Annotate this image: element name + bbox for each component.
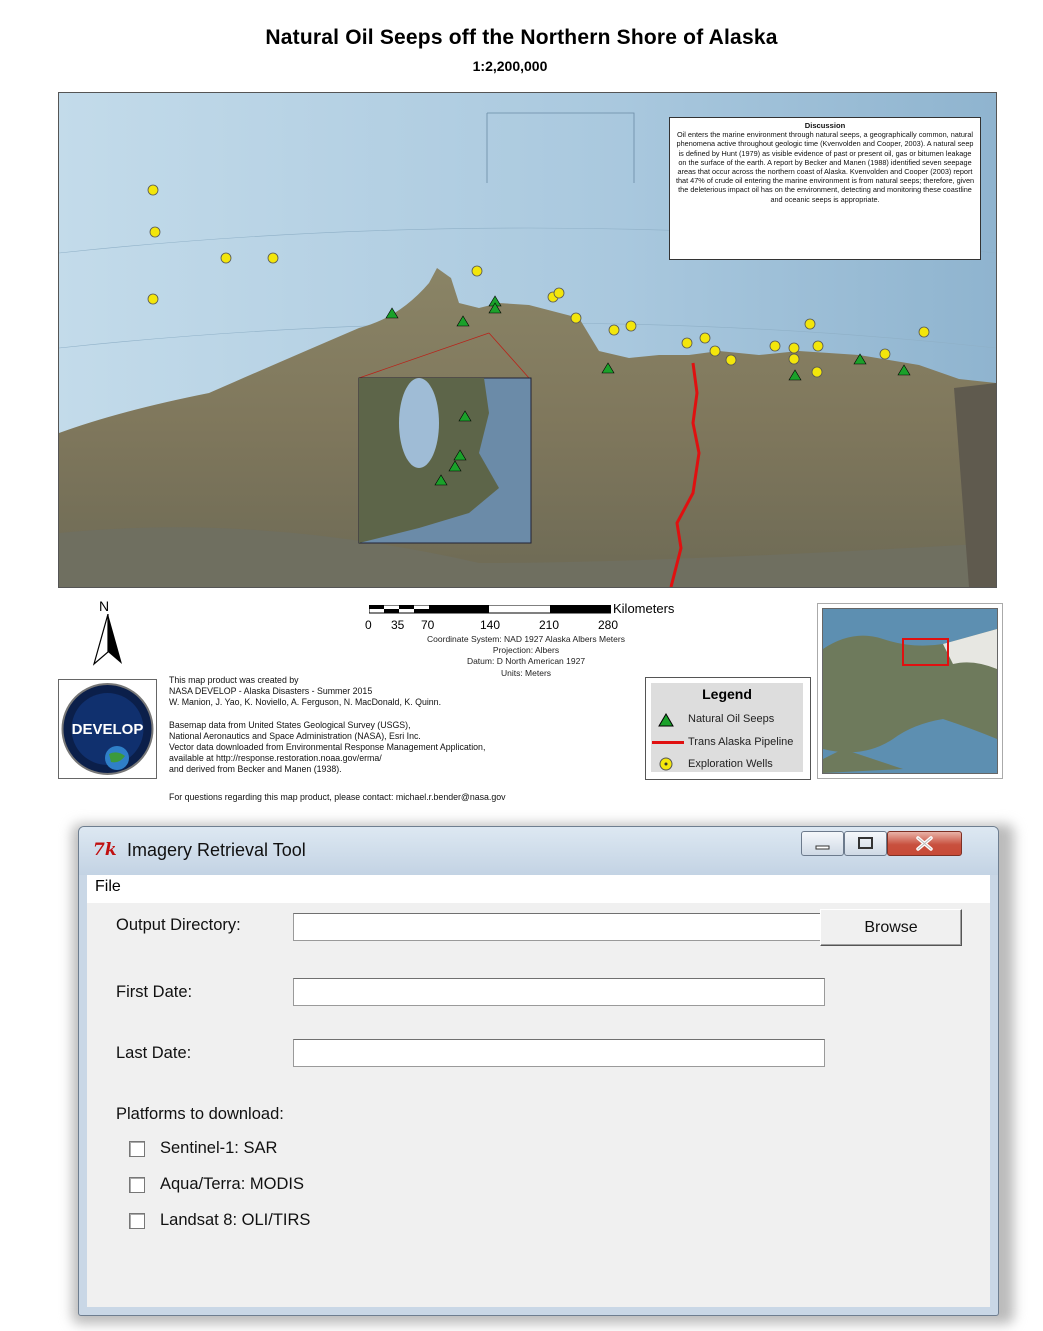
red-line-icon xyxy=(652,741,684,745)
platforms-label: Platforms to download: xyxy=(116,1105,284,1123)
legend-title: Legend xyxy=(702,686,752,702)
browse-button[interactable]: Browse xyxy=(820,909,962,946)
tk-feather-icon: 7k xyxy=(93,840,117,860)
scale-bar xyxy=(369,605,611,615)
credit-line: This map product was created by xyxy=(169,675,299,685)
credit-line xyxy=(169,709,639,720)
yellow-circle-icon xyxy=(658,756,674,772)
credit-line: Basemap data from United States Geological Survey (USGS), xyxy=(169,719,411,730)
discussion-box xyxy=(669,117,981,260)
scale-tick: 280 xyxy=(598,618,619,632)
datum: Datum: D North American 1927 xyxy=(466,656,586,667)
last-date-label: Last Date: xyxy=(116,1044,192,1062)
north-arrow-icon xyxy=(92,614,124,666)
output-directory-input[interactable] xyxy=(293,913,825,941)
credit-line: available at http://response.restoration.noaa.gov/erma/ xyxy=(169,753,382,764)
sentinel-checkbox[interactable] xyxy=(129,1141,145,1157)
menu-bar xyxy=(87,875,990,904)
app-window xyxy=(78,826,999,1316)
north-label: N xyxy=(99,598,110,614)
green-triangle-icon xyxy=(658,713,674,727)
maximize-button[interactable] xyxy=(844,831,887,856)
legend-label-pipeline: Trans Alaska Pipeline xyxy=(688,736,794,748)
credit-line: Vector data downloaded from Environmental Response Management Application, xyxy=(169,742,486,753)
develop-logo xyxy=(58,679,157,779)
scale-tick: 140 xyxy=(480,618,501,632)
output-directory-label: Output Directory: xyxy=(116,916,241,934)
legend-label-seeps: Natural Oil Seeps xyxy=(688,713,775,725)
landsat-checkbox[interactable] xyxy=(129,1213,145,1229)
scale-unit-label: Kilometers xyxy=(613,601,675,616)
credit-line: NASA DEVELOP - Alaska Disasters - Summer 2015 xyxy=(169,686,373,697)
logo-text: DEVELOP xyxy=(71,721,144,738)
modis-checkbox-label[interactable]: Aqua/Terra: MODIS xyxy=(160,1175,304,1193)
title-bar[interactable] xyxy=(79,827,998,875)
close-icon xyxy=(888,832,961,855)
map-title: Natural Oil Seeps off the Northern Shore of Alaska xyxy=(265,26,778,49)
discussion-heading: Discussion xyxy=(804,121,846,130)
coordinate-system: Coordinate System: NAD 1927 Alaska Albers Meters xyxy=(427,634,625,644)
map-scale-ratio: 1:2,200,000 xyxy=(472,58,548,74)
credits xyxy=(169,675,639,776)
window-title: Imagery Retrieval Tool xyxy=(127,840,306,860)
sentinel-checkbox-label[interactable]: Sentinel-1: SAR xyxy=(160,1139,278,1157)
discussion-body: Oil enters the marine environment through natural seeps, a geographically common, natural phenomena active throughout geologic time (Kvenvolden and Cooper, 2003). A natural seep is defined by Hunt (1979) as visible evidence of past or present oil, gas or bitumen leakage on the surface of the earth. A report by Becker and Manen (1988) identified seven seepage areas that occur across the northern coast of Alaska. Kvenvolden and Cooper (2003) report that 47% of crude oil entering the marine environment is from natural seeps; therefore, given the deleterious impact oil has on the environment, detecting and monitoring these coastline and oceanic seeps is appropriate. xyxy=(675,130,975,204)
last-date-input[interactable] xyxy=(293,1039,825,1067)
first-date-label: First Date: xyxy=(116,983,193,1001)
projection: Projection: Albers xyxy=(492,645,560,656)
scale-tick: 210 xyxy=(539,618,560,632)
scale-tick: 0 xyxy=(365,618,372,632)
modis-checkbox[interactable] xyxy=(129,1177,145,1193)
contact-text: For questions regarding this map product, please contact: michael.r.bender@nasa.gov xyxy=(169,792,506,802)
close-button[interactable] xyxy=(887,831,962,856)
map-image xyxy=(58,92,997,588)
maximize-icon xyxy=(845,832,886,855)
coordinate-info xyxy=(396,634,656,679)
menu-file[interactable]: File xyxy=(95,878,121,895)
credit-line: National Aeronautics and Space Administration (NASA), Esri Inc. xyxy=(169,730,421,741)
minimize-button[interactable] xyxy=(801,831,844,856)
scale-tick: 70 xyxy=(421,618,435,632)
units: Units: Meters xyxy=(500,667,552,678)
legend-label-wells: Exploration Wells xyxy=(688,758,773,770)
form-area xyxy=(87,903,990,1307)
credit-line: W. Manion, J. Yao, K. Noviello, A. Ferguson, N. MacDonald, K. Quinn. xyxy=(169,697,442,708)
locator-map xyxy=(822,608,998,774)
minimize-icon xyxy=(802,832,843,855)
first-date-input[interactable] xyxy=(293,978,825,1006)
scale-tick: 35 xyxy=(391,618,405,632)
landsat-checkbox-label[interactable]: Landsat 8: OLI/TIRS xyxy=(160,1211,311,1229)
credit-line: and derived from Becker and Manen (1938). xyxy=(169,764,342,775)
